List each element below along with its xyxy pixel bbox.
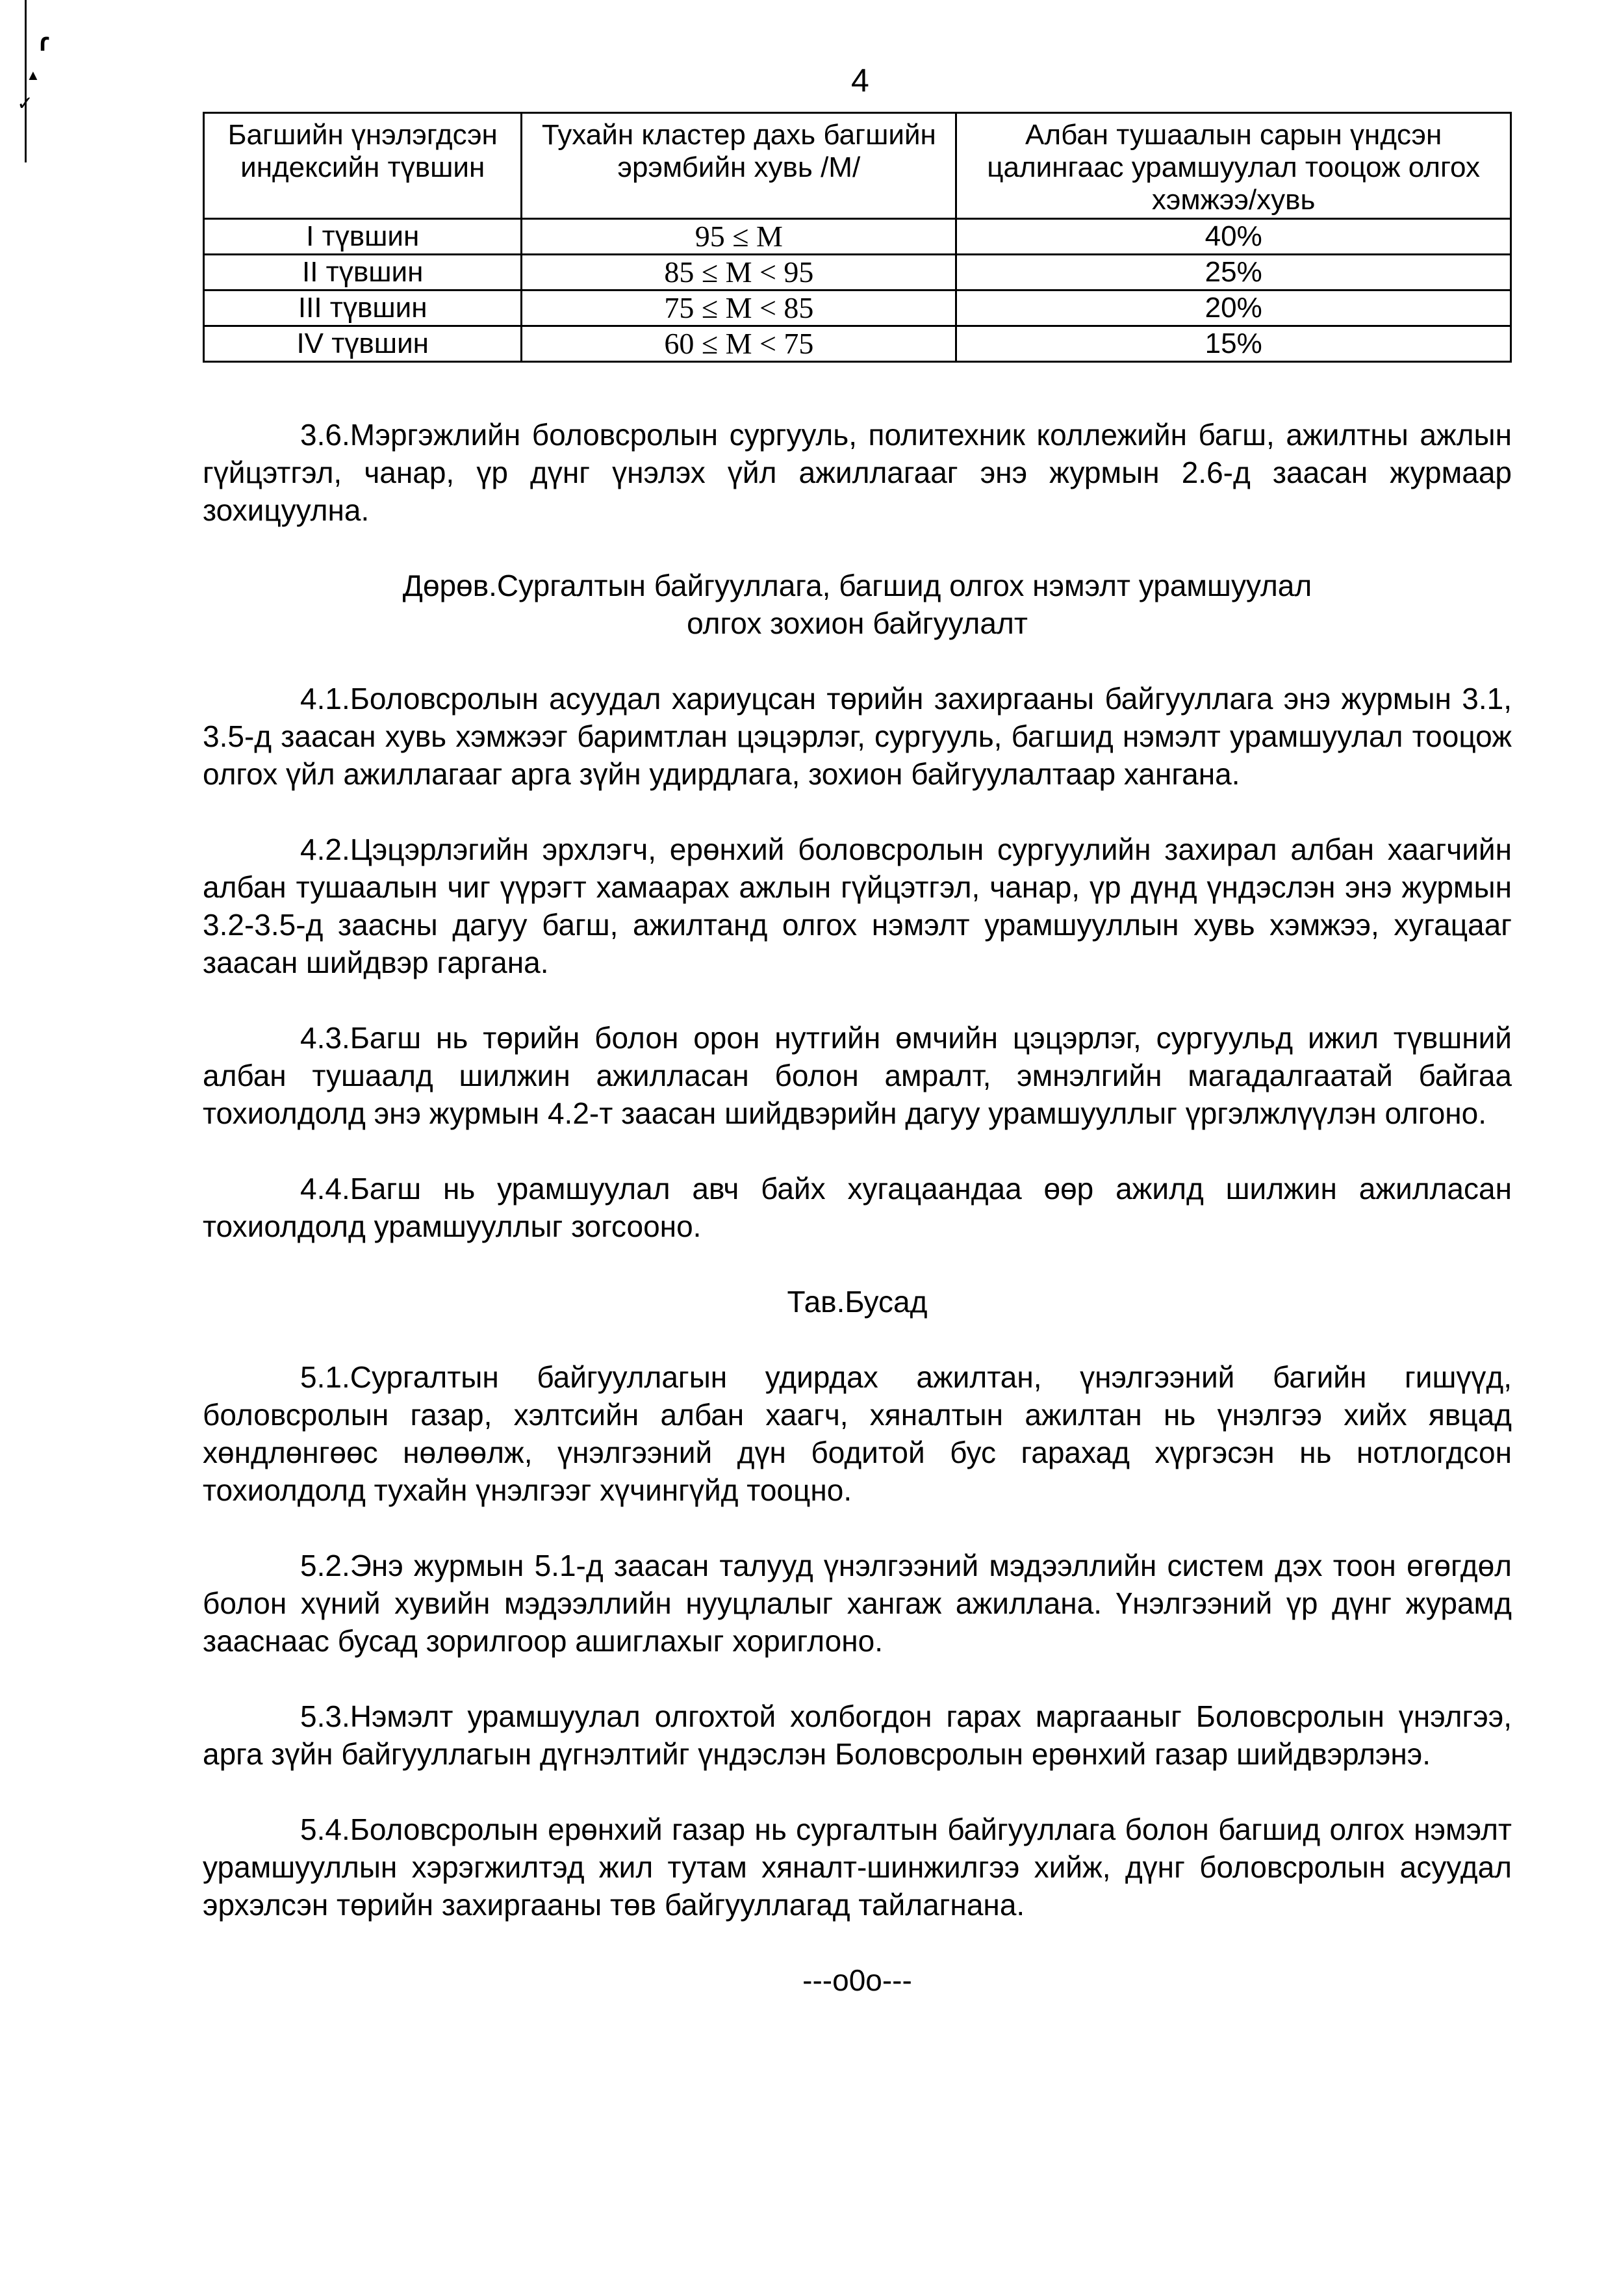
page-number: 4 — [851, 62, 869, 99]
bonus-level-table — [203, 112, 1512, 363]
section-heading-5: Тав.Бусад — [787, 1285, 928, 1319]
section-heading-4-line2: олгох зохион байгуулалт — [687, 606, 1028, 640]
level-cell: IV түвшин — [204, 326, 522, 362]
table-row — [204, 255, 1511, 290]
table-header-row — [204, 113, 1511, 219]
percent-cell: 40% — [956, 219, 1511, 255]
column-header-level: Багшийн үнэлэгдсэн индексийн түвшин — [204, 113, 522, 219]
range-cell: 75 ≤ M < 85 — [522, 290, 956, 326]
range-cell: 95 ≤ M — [522, 219, 956, 255]
scan-artifact: ✓ — [17, 93, 34, 114]
paragraph-5-4: 5.4.Боловсролын ерөнхий газар нь сургалтын байгууллага болон багшид олгох нэмэлт урамшууллын хэрэгжилтэд жил тутам хяналт-шинжилгээ хийж, дүнг боловсролын асуудал эрхэлсэн төрийн захиргааны төв байгууллагад тайлагнана. — [203, 1812, 1512, 1922]
paragraph-4-4: 4.4.Багш нь урамшуулал авч байх хугацаандаа өөр ажилд шилжин ажилласан тохиолдолд урамшууллыг зогсооно. — [203, 1172, 1512, 1243]
paragraph-5-3: 5.3.Нэмэлт урамшуулал олгохтой холбогдон гарах маргааныг Боловсролын үнэлгээ, арга зүйн байгууллагын дүгнэлтийг үндэслэн Боловсролын ерөнхий газар шийдвэрлэнэ. — [203, 1699, 1512, 1771]
scan-artifact: ▲ — [26, 67, 40, 83]
paragraph-3-6: 3.6.Мэргэжлийн боловсролын сургууль, политехник коллежийн багш, ажилтны ажлын гүйцэтгэл, чанар, үр дүнг үнэлэх үйл ажиллагааг энэ журмын 2.6-д заасан журмаар зохицуулна. — [203, 418, 1512, 527]
paragraph-5-1: 5.1.Сургалтын байгууллагын удирдах ажилтан, үнэлгээний багийн гишүүд, боловсролын газар, хэлтсийн албан хаагч, хяналтын ажилтан нь үнэлгээ хийх явцад хөндлөнгөөс нөлөөлж, үнэлгээний дүн бодитой бус гарахад хүргэсэн нь нотлогдсон тохиолдолд тухайн үнэлгээг хүчингүйд тооцно. — [203, 1360, 1512, 1507]
paragraph-4-2: 4.2.Цэцэрлэгийн эрхлэгч, ерөнхий боловсролын сургуулийн захирал албан хаагчийн албан тушаалын чиг үүрэгт хамаарах ажлын гүйцэтгэл, чанар, үр дүнд үндэслэн энэ журмын 3.2-3.5-д заасны дагуу багш, ажилтанд олгох нэмэлт урамшууллын хувь хэмжээ, хугацааг заасан шийдвэр гаргана. — [203, 832, 1512, 979]
scan-artifact: ɾ — [39, 28, 49, 57]
percent-cell: 15% — [956, 326, 1511, 362]
table-row — [204, 219, 1511, 255]
range-cell: 85 ≤ M < 95 — [522, 255, 956, 290]
closing-mark: ---o0o--- — [802, 1963, 912, 1997]
level-cell: I түвшин — [204, 219, 522, 255]
table-row — [204, 290, 1511, 326]
percent-cell: 25% — [956, 255, 1511, 290]
level-cell: III түвшин — [204, 290, 522, 326]
table-row — [204, 326, 1511, 362]
paragraph-4-1: 4.1.Боловсролын асуудал хариуцсан төрийн захиргааны байгууллага энэ журмын 3.1, 3.5-д заасан хувь хэмжээг баримтлан цэцэрлэг, сургууль, багшид нэмэлт урамшуулал тооцож олгох үйл ажиллагааг арга зүйн удирдлага, зохион байгуулалтаар хангана. — [203, 682, 1512, 791]
paragraph-5-2: 5.2.Энэ журмын 5.1-д заасан талууд үнэлгээний мэдээллийн систем дэх тоон өгөгдөл болон хүний хувийн мэдээллийн нууцлалыг хангаж ажиллана. Үнэлгээний үр дүнг журамд зааснаас бусад зорилгоор ашиглахыг хориглоно. — [203, 1549, 1512, 1658]
range-cell: 60 ≤ M < 75 — [522, 326, 956, 362]
paragraph-4-3: 4.3.Багш нь төрийн болон орон нутгийн өмчийн цэцэрлэг, сургуульд ижил түвшний албан тушаалд шилжин ажилласан болон амралт, эмнэлгийн магадалгаатай байгаа тохиолдолд энэ журмын 4.2-т заасан шийдвэрийн дагуу урамшууллыг үргэлжлүүлэн олгоно. — [203, 1021, 1512, 1130]
column-header-rank: Тухайн кластер дахь багшийн эрэмбийн хувь /M/ — [522, 113, 956, 219]
level-cell: II түвшин — [204, 255, 522, 290]
column-header-percent: Албан тушаалын сарын үндсэн цалингаас урамшуулал тооцож олгох хэмжээ/хувь — [956, 113, 1511, 219]
document-body — [203, 416, 1512, 1999]
section-heading-4 — [203, 567, 1512, 642]
percent-cell: 20% — [956, 290, 1511, 326]
section-heading-4-line1: Дөрөв.Сургалтын байгууллага, багшид олгох нэмэлт урамшуулал — [402, 569, 1312, 602]
